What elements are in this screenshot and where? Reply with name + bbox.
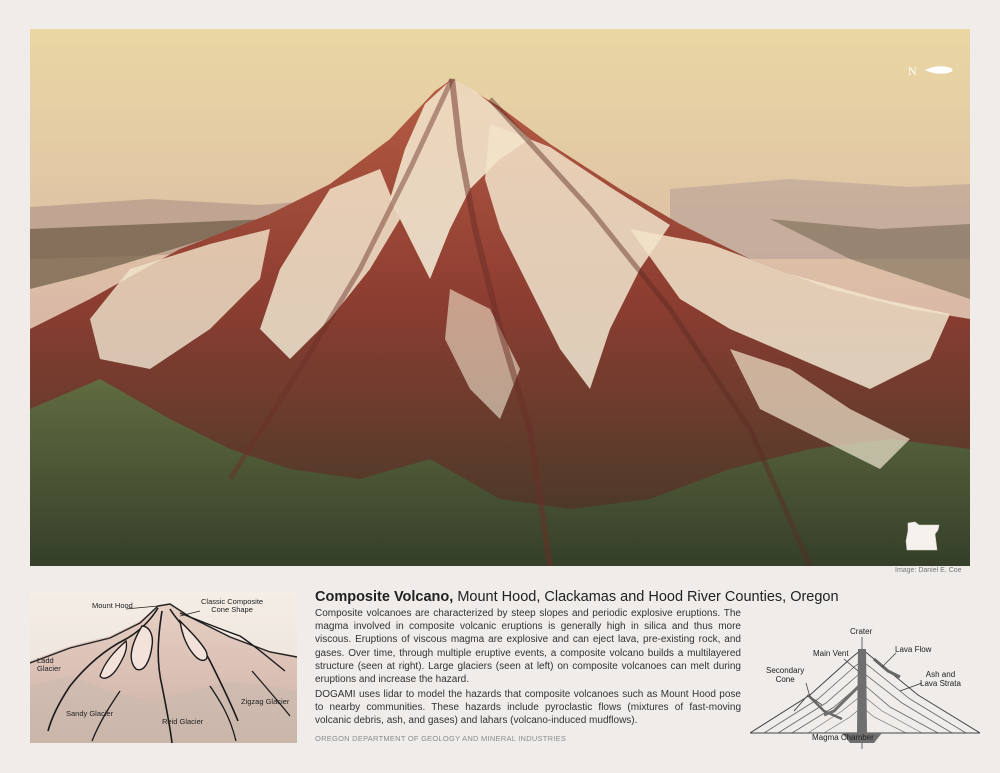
secondary-cone-label: Secondary Cone — [766, 666, 805, 684]
mount-hood-photo — [30, 29, 970, 566]
magma-chamber-label: Magma Chamber — [812, 733, 874, 742]
main-vent-label: Main Vent — [813, 649, 849, 658]
caption-title — [315, 589, 839, 605]
lava-flow-label: Lava Flow — [895, 645, 932, 654]
caption-title-bold: Composite Volcano, — [315, 589, 454, 605]
mount-hood-illustration — [30, 29, 970, 566]
caption-title-rest: Mount Hood, Clackamas and Hood River Counties, Oregon — [453, 589, 839, 605]
agency-name: OREGON DEPARTMENT OF GEOLOGY AND MINERAL INDUSTRIES — [315, 734, 567, 743]
caption-paragraph-2: DOGAMI uses lidar to model the hazards that composite volcanoes such as Mount Hood pose to nearby communities. These hazards include pyroclastic flows (mixtures of fast-moving volcanic debris, ash, and gases) and lahars (volcano-induced mudflows). — [315, 689, 741, 727]
mount-hood-label: Mount Hood — [92, 601, 133, 610]
zigzag-glacier-label: Zigzag Glacier — [241, 697, 290, 706]
classic-cone-label: Classic Composite Cone Shape — [201, 597, 264, 614]
oregon-outline-icon — [905, 521, 941, 552]
ash-lava-strata-label: Ash and Lava Strata — [920, 670, 961, 688]
north-label: N — [908, 64, 917, 78]
ladd-glacier-label: Ladd Glacier — [37, 656, 61, 673]
caption-paragraph-1: Composite volcanoes are characterized by steep slopes and periodic explosive eruptions. The magma involved in composite volcanic eruptions is generally high in silica and thus more viscous. Eruptions of viscous magma are explosive and can eject lava, pre-existing rock, and gases. Over time, through multiple eruptive events, a composite volcano builds a multilayered structure (seen at right). Large glaciers (seen at left) on composite volcanoes can melt during eruptions and increase the hazard. — [315, 608, 741, 686]
photo-credit: Image: Daniel E. Coe — [895, 567, 962, 574]
north-arrow-icon — [925, 65, 953, 75]
crater-label: Crater — [850, 627, 873, 636]
sandy-glacier-label: Sandy Glacier — [66, 709, 114, 718]
reid-glacier-label: Reid Glacier — [162, 717, 204, 726]
